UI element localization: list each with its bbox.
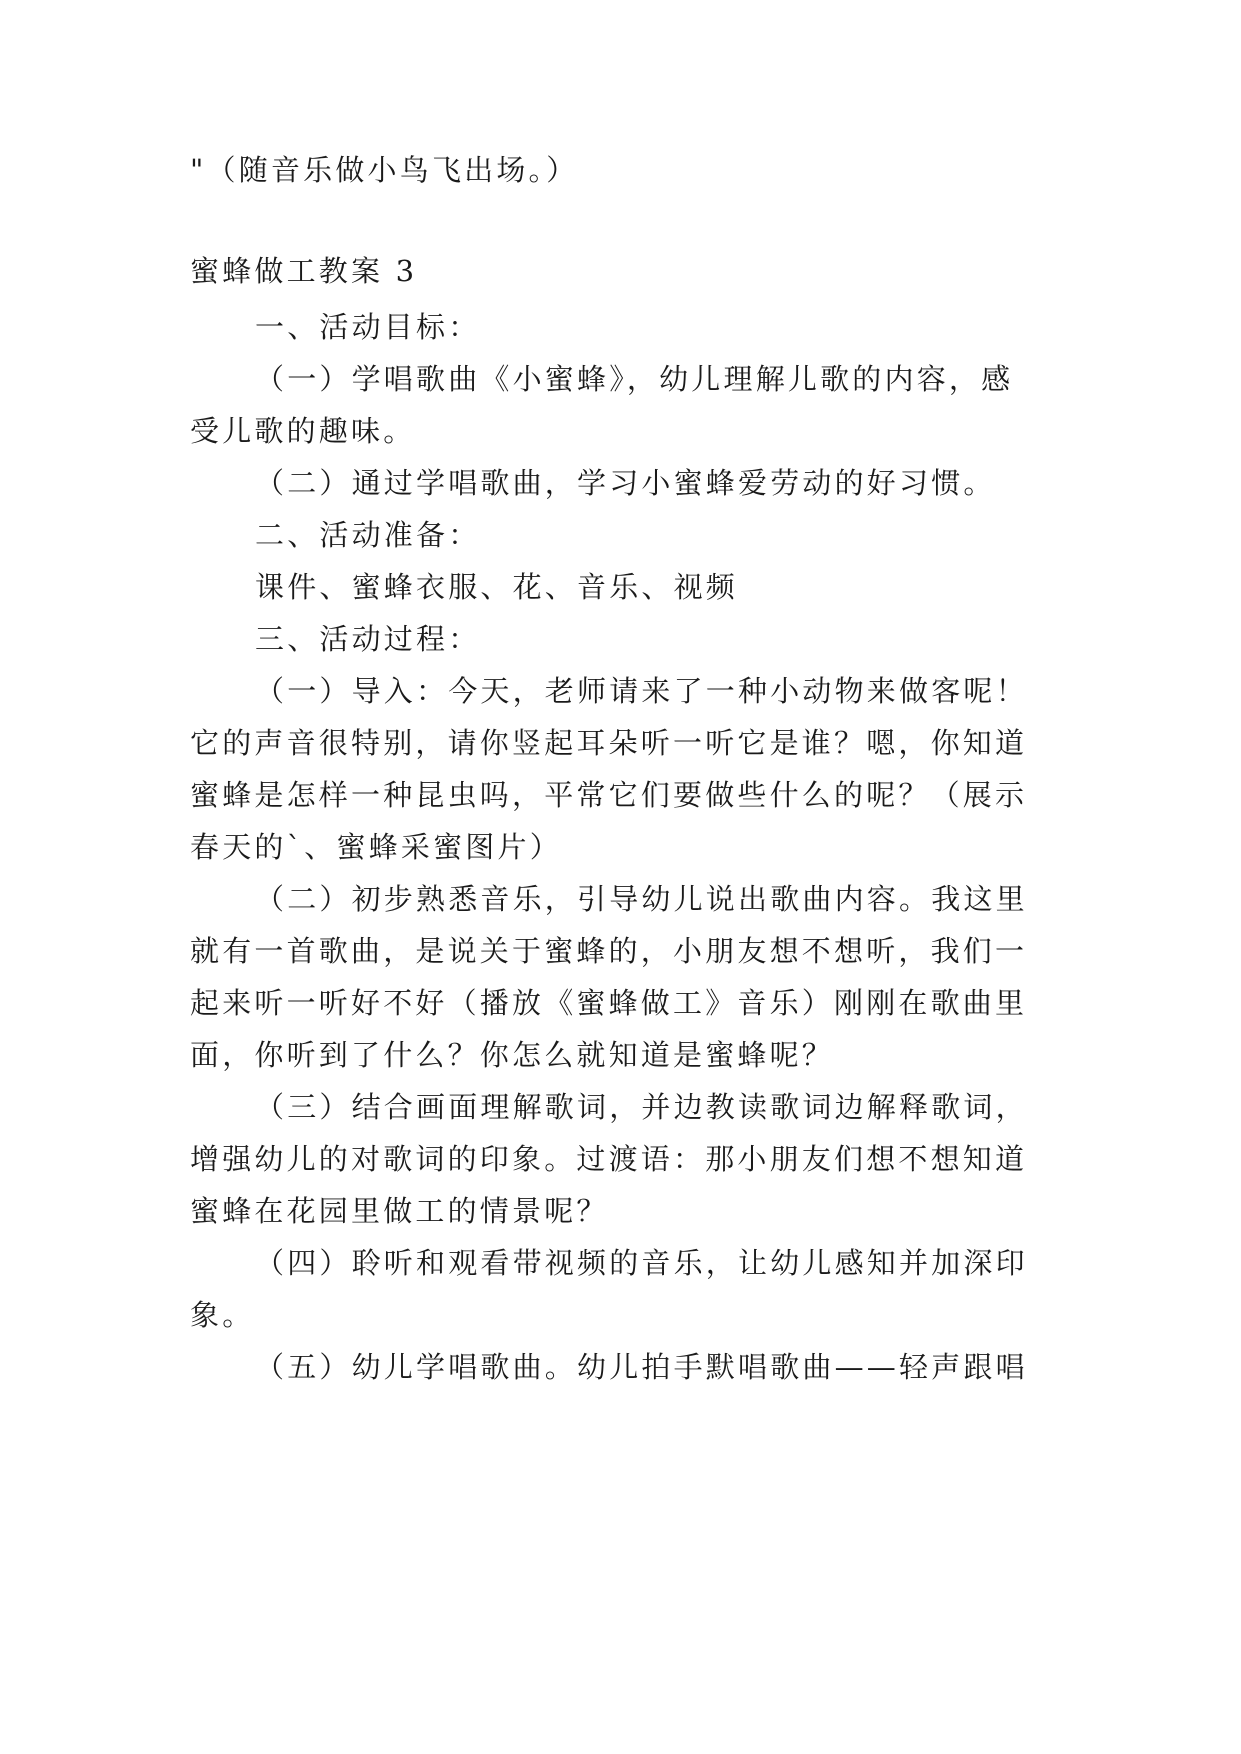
paragraph-line: 蜜蜂在花园里做工的情景呢？ [190, 1194, 609, 1228]
paragraph-line: （五）幼儿学唱歌曲。幼儿拍手默唱歌曲——轻声跟唱 [255, 1350, 1028, 1384]
paragraph-line: 就有一首歌曲，是说关于蜜蜂的，小朋友想不想听，我们一 [190, 934, 1028, 968]
heading-activity-goals: 一、活动目标： [255, 310, 481, 344]
paragraph-line: （一）学唱歌曲《小蜜蜂》，幼儿理解儿歌的内容，感 [255, 362, 1014, 396]
paragraph-line: 它的声音很特别，请你竖起耳朵听一听它是谁？嗯，你知道 [190, 726, 1028, 760]
heading-activity-process: 三、活动过程： [255, 622, 481, 656]
heading-activity-prep: 二、活动准备： [255, 518, 481, 552]
paragraph-line: 象。 [190, 1298, 255, 1332]
paragraph-line: 增强幼儿的对歌词的印象。过渡语：那小朋友们想不想知道 [190, 1142, 1028, 1176]
paragraph-line: 面，你听到了什么？你怎么就知道是蜜蜂呢？ [190, 1038, 835, 1072]
paragraph-line: 受儿歌的趣味。 [190, 414, 416, 448]
paragraph-line: 起来听一听好不好（播放《蜜蜂做工》音乐）刚刚在歌曲里 [190, 986, 1028, 1020]
paragraph-line: 蜜蜂是怎样一种昆虫吗，平常它们要做些什么的呢？（展示 [190, 778, 1028, 812]
paragraph-line: （一）导入：今天，老师请来了一种小动物来做客呢！ [255, 674, 1028, 708]
paragraph-line: （四）聆听和观看带视频的音乐，让幼儿感知并加深印 [255, 1246, 1028, 1280]
paragraph-line: （三）结合画面理解歌词，并边教读歌词边解释歌词， [255, 1090, 1028, 1124]
text-line-opening: "（随音乐做小鸟飞出场。） [190, 153, 579, 187]
paragraph-line: 课件、蜜蜂衣服、花、音乐、视频 [255, 570, 739, 604]
section-title: 蜜蜂做工教案 3 [190, 254, 418, 288]
paragraph-line: （二）通过学唱歌曲，学习小蜜蜂爱劳动的好习惯。 [255, 466, 996, 500]
paragraph-line: （二）初步熟悉音乐，引导幼儿说出歌曲内容。我这里 [255, 882, 1028, 916]
paragraph-line: 春天的`、蜜蜂采蜜图片） [190, 830, 562, 864]
